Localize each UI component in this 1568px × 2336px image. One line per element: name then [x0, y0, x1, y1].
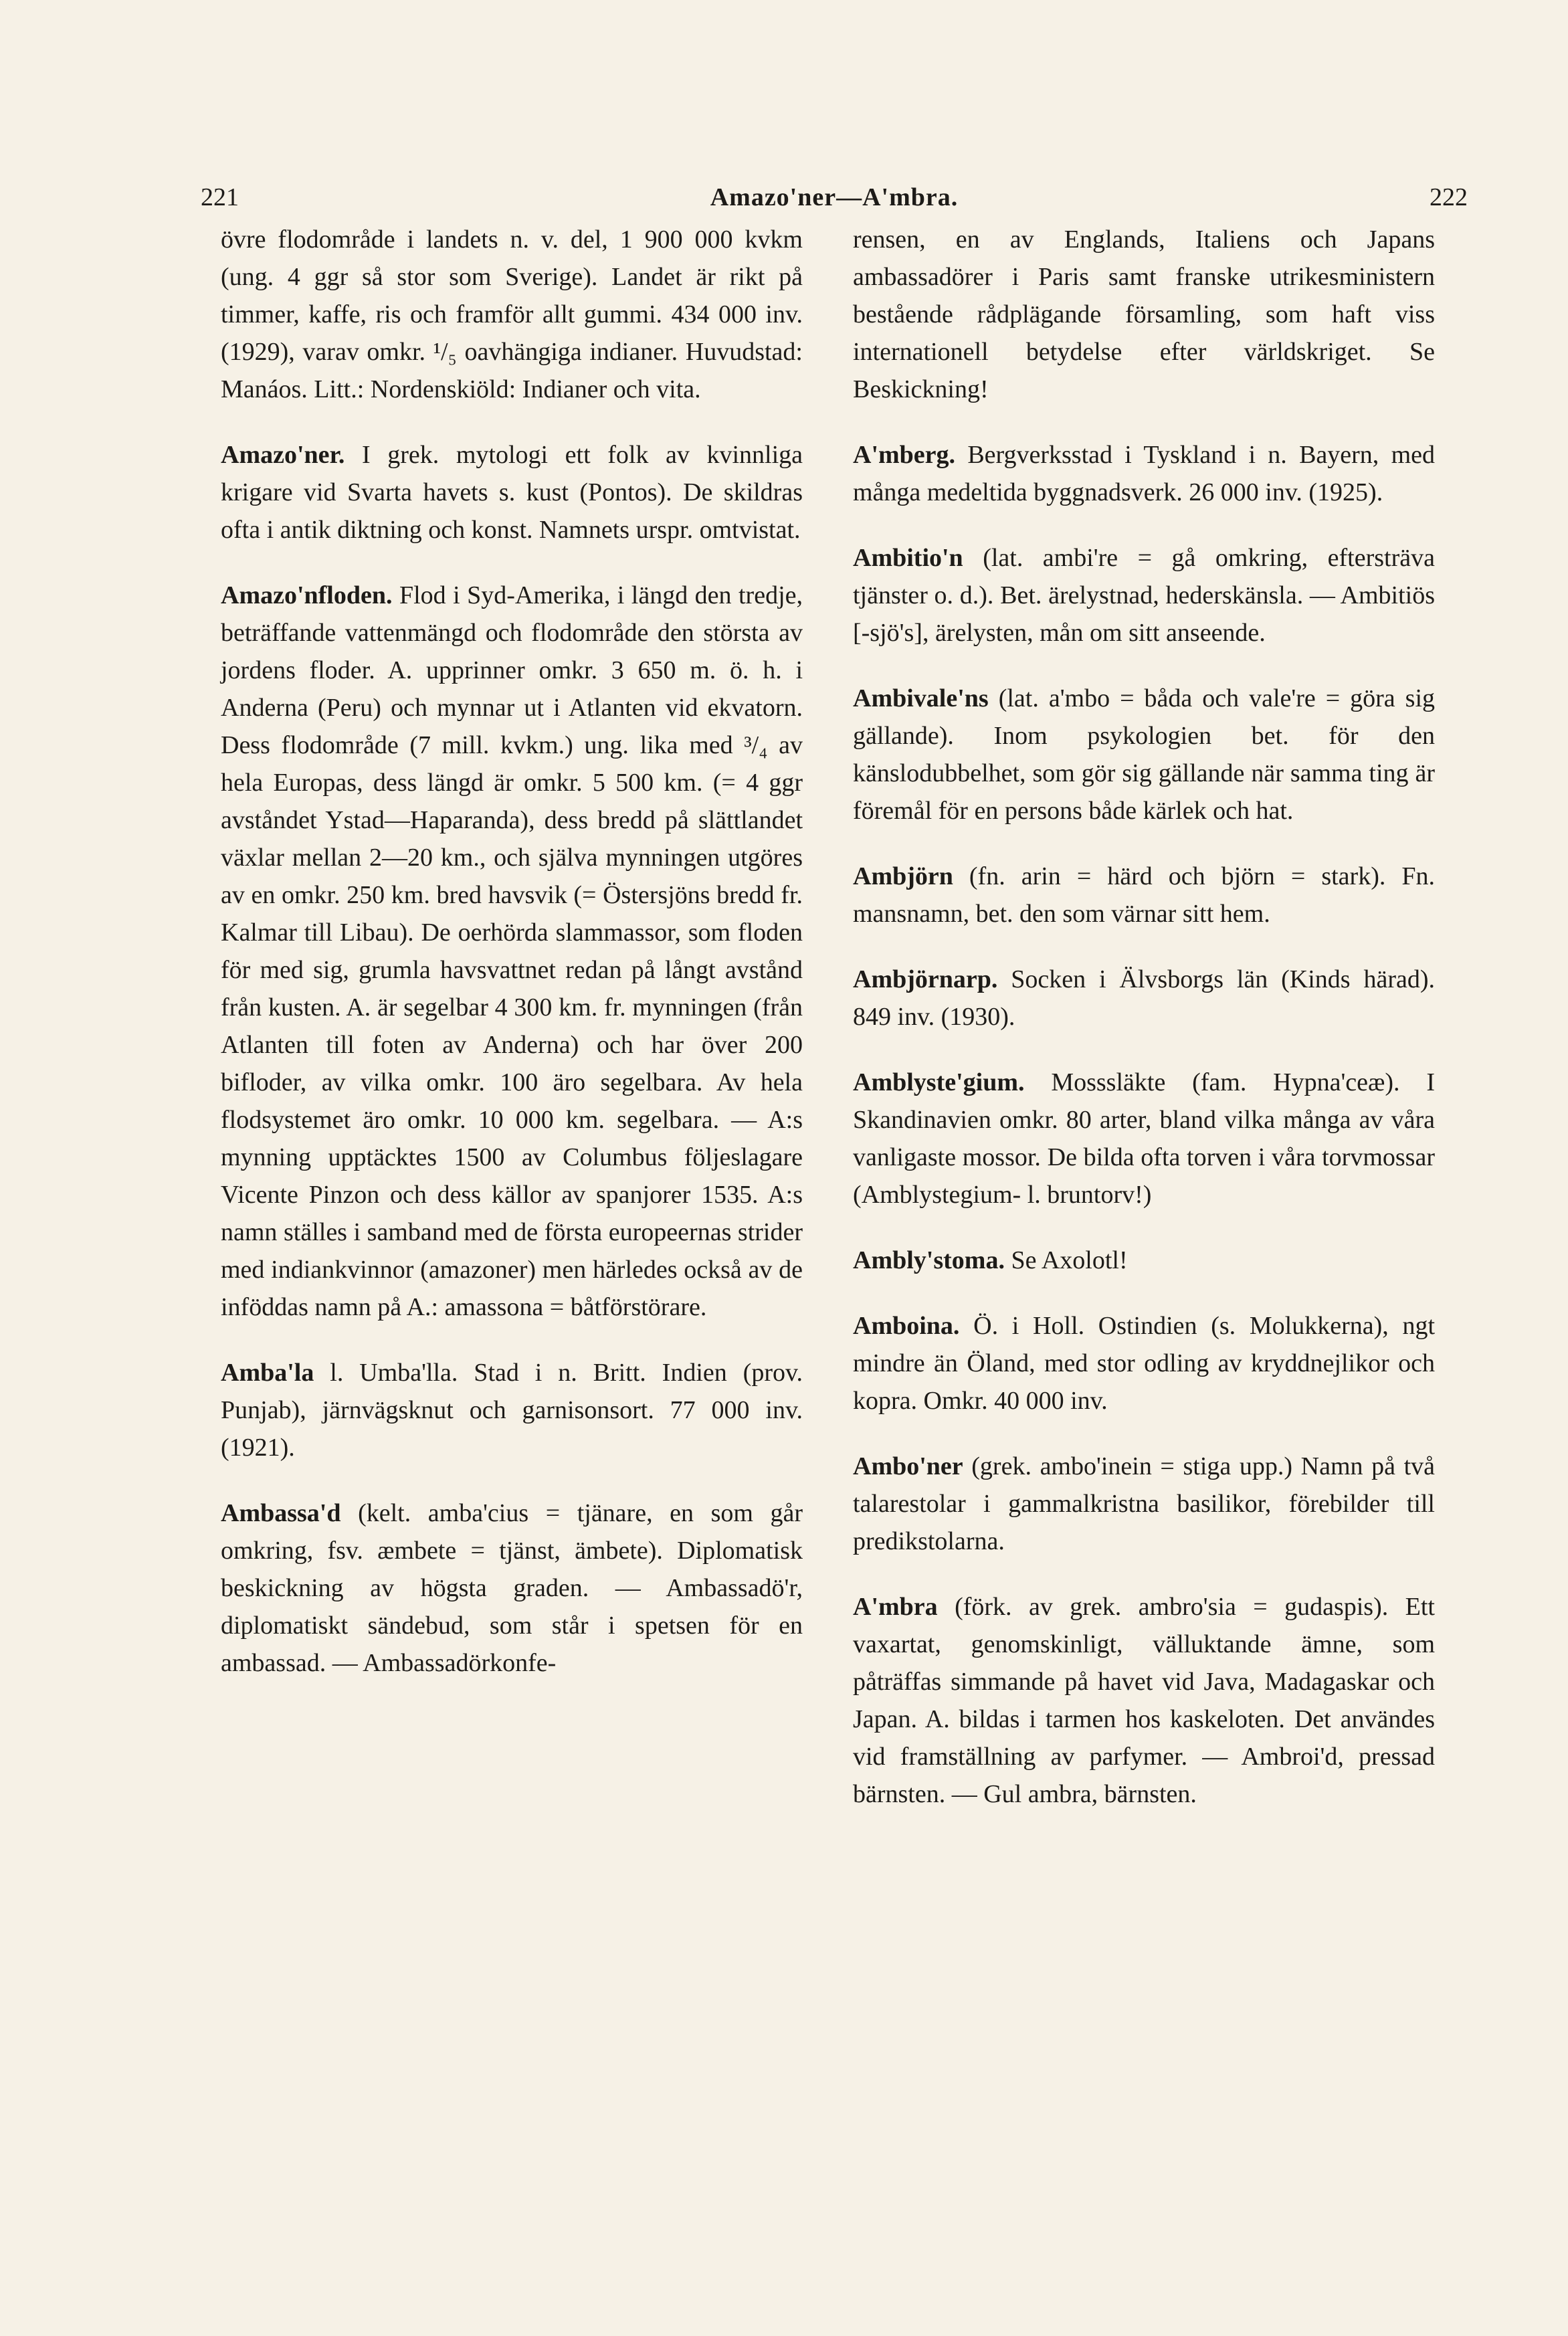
entry-headword: Ambjörnarp. [853, 965, 998, 993]
entry-headword: Amazo'nfloden. [221, 581, 393, 609]
entry-text: övre flodområde i landets n. v. del, 1 900 000 kvkm (ung. 4 ggr så stor som Sverige). Landet är rikt på timmer, kaffe, ris och framför allt gummi. 434 000 inv. (1929), varav omkr. ¹/₅ oavhängiga indianer. Huvudstad: Manáos. Litt.: Nordenskiöld: Indianer och vita. [221, 225, 803, 403]
entry-text: (lat. a'mbo = båda och vale're = göra sig gällande). Inom psykologien bet. för den känslodubbelhet, som gör sig gällande när samma ting är föremål för en persons både kärlek och hat. [853, 684, 1436, 825]
entry-text: Socken i Älvsborgs län (Kinds härad). 849 inv. (1930). [853, 965, 1436, 1031]
entry [853, 221, 1435, 408]
entry-headword: Amazo'ner. [221, 441, 345, 469]
entry [853, 858, 1435, 933]
right-page-number: 222 [1429, 183, 1468, 211]
entry-headword: A'mberg. [853, 441, 956, 469]
left-column [221, 221, 803, 1710]
entry [221, 577, 803, 1326]
entry [853, 961, 1435, 1036]
entry-headword: Amboina. [853, 1312, 960, 1340]
entry [853, 1064, 1435, 1213]
entry-text: (förk. av grek. ambro'sia = gudaspis). Ett vaxartat, genomskinligt, välluktande ämne, som påträffas simmande på havet vid Java, Madagaskar och Japan. A. bildas i tarmen hos kaskeloten. Det användes vid framställning av parfymer. — Ambroi'd, pressad bärnsten. — Gul ambra, bärnsten. [853, 1593, 1435, 1808]
entry-headword: Ambjörn [853, 862, 953, 890]
entry [853, 1307, 1435, 1420]
entry-text: rensen, en av Englands, Italiens och Japans ambassadörer i Paris samt franske utrikesministern bestående rådplägande församling, som haft viss internationell betydelse efter världskriget. Se Beskickning! [853, 225, 1435, 403]
entry-headword: Amba'la [221, 1359, 314, 1387]
entry-headword: Ambly'stoma. [853, 1246, 1005, 1274]
entry [853, 1242, 1435, 1279]
entry [221, 436, 803, 549]
entry [221, 1494, 803, 1682]
entry-text: (kelt. amba'cius = tjänare, en som går omkring, fsv. æmbete = tjänst, ämbete). Diplomatisk beskickning av högsta graden. — Ambassadö'r, diplomatiskt sändebud, som står i spetsen för en ambassad. — Ambassadörkonfe- [221, 1499, 803, 1677]
entry-text: Ö. i Holl. Ostindien (s. Molukkerna), ngt mindre än Öland, med stor odling av kryddnejlikor och kopra. Omkr. 40 000 inv. [853, 1312, 1436, 1415]
entry [221, 1354, 803, 1466]
entry-headword: Amblyste'gium. [853, 1068, 1025, 1096]
page-header [201, 174, 1468, 221]
entry [221, 221, 803, 408]
entry-headword: Ambivale'ns [853, 684, 989, 712]
entry [853, 436, 1435, 511]
entry-text: l. Umba'lla. Stad i n. Britt. Indien (prov. Punjab), järnvägsknut och garnisonsort. 77 000 inv. (1921). [221, 1359, 803, 1462]
entry-headword: Ambassa'd [221, 1499, 341, 1527]
entry-headword: A'mbra [853, 1593, 938, 1621]
entry [853, 1448, 1435, 1560]
entry-text: (fn. arin = härd och björn = stark). Fn. mansnamn, bet. den som värnar sitt hem. [853, 862, 1435, 928]
running-title: Amazo'ner—A'mbra. [710, 183, 959, 211]
entry-text: (lat. ambi're = gå omkring, eftersträva tjänster o. d.). Bet. ärelystnad, hederskänsla. — Ambitiös [-sjö's], ärelysten, mån om sitt anseende. [853, 544, 1435, 647]
entry-headword: Ambitio'n [853, 544, 963, 572]
left-page-number: 221 [201, 183, 239, 211]
entry-headword: Ambo'ner [853, 1452, 963, 1480]
entry-text: Flod i Syd-Amerika, i längd den tredje, beträffande vattenmängd och flodområde den största av jordens floder. A. upprinner omkr. 3 650 m. ö. h. i Anderna (Peru) och mynnar ut i Atlanten vid ekvatorn. Dess flodområde (7 mill. kvkm.) ung. lika med ³/₄ av hela Europas, dess längd är omkr. 5 500 km. (= 4 ggr avståndet Ystad—Haparanda), dess bredd på slättlandet växlar mellan 2—20 km., och själva mynningen utgöres av en omkr. 250 km. bred havsvik (= Östersjöns bredd fr. Kalmar till Libau). De oerhörda slammassor, som floden för med sig, grumla havsvattnet redan på långt avstånd från kusten. A. är segelbar 4 300 km. fr. mynningen (från Atlanten till foten av Anderna) och har över 200 bifloder, av vilka omkr. 100 äro segelbara. Av hela flodsystemet äro omkr. 10 000 km. segelbara. — A:s mynning upptäcktes 1500 av Columbus följeslagare Vicente Pinzon och dess källor av spanjorer 1535. A:s namn ställes i samband med de första europeernas strider med indiankvinnor (amazoner) men härledes också av de inföddas namn på A.: amassona = båtförstörare. [221, 581, 803, 1321]
entry-text: Bergverksstad i Tyskland i n. Bayern, med många medeltida byggnadsverk. 26 000 inv. (1925). [853, 441, 1436, 506]
entry [853, 680, 1435, 830]
entry [853, 539, 1435, 652]
entry [853, 1588, 1435, 1813]
right-column [853, 221, 1435, 1841]
entry-text: Mosssläkte (fam. Hypna'ceæ). I Skandinavien omkr. 80 arter, bland vilka många av våra vanligaste mossor. De bilda ofta torven i våra torvmossar (Amblystegium- l. bruntorv!) [853, 1068, 1436, 1209]
entry-text: I grek. mytologi ett folk av kvinnliga krigare vid Svarta havets s. kust (Pontos). De skildras ofta i antik diktning och konst. Namnets urspr. omtvistat. [221, 441, 803, 544]
entry-text: Se Axolotl! [1011, 1246, 1128, 1274]
entry-text: (grek. ambo'inein = stiga upp.) Namn på två talarestolar i gammalkristna basilikor, förebilder till predikstolarna. [853, 1452, 1436, 1555]
